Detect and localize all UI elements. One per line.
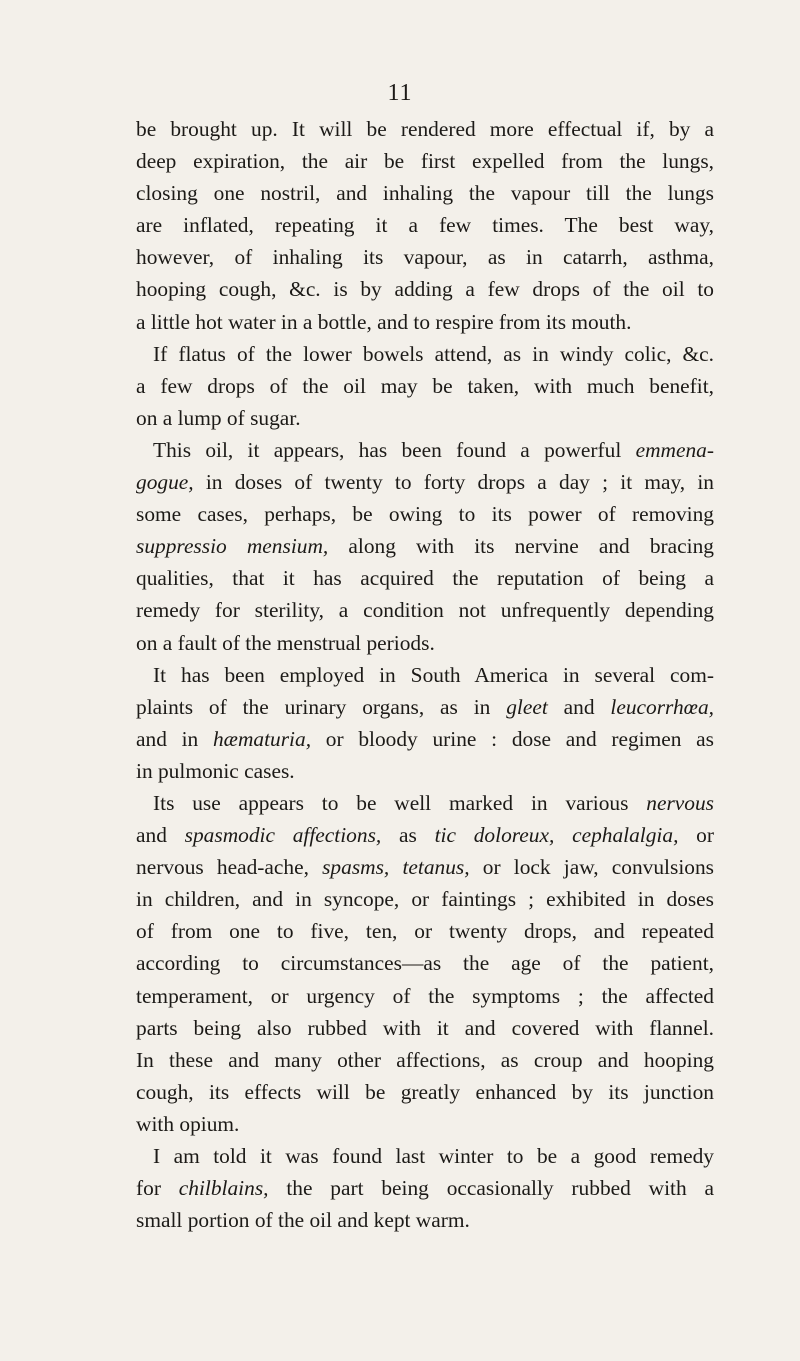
text-run: be brought up. It will be rendered more effectual if, by a: [136, 117, 714, 141]
text-run: I am told it was found last winter to be a good remedy: [153, 1144, 714, 1168]
text-run: It has been employed in South America in several com-: [153, 662, 714, 687]
text-run: in pulmonic cases.: [136, 758, 295, 783]
text-run: temperament, or urgency of the symptoms ; the affected: [136, 983, 714, 1008]
text-line: [136, 915, 714, 947]
paragraph: [136, 1140, 714, 1236]
italic-phrase: suppressio mensium,: [136, 534, 329, 559]
text-line: [136, 755, 714, 787]
text-line: [136, 498, 714, 530]
text-line: [136, 113, 714, 145]
text-run: and: [136, 823, 185, 848]
text-run: and: [547, 694, 611, 719]
text-run: If flatus of the lower bowels attend, as in windy colic, &c.: [153, 341, 714, 366]
text-run: remedy for sterility, a condition not unfrequently depending: [136, 598, 714, 623]
text-run: with opium.: [136, 1111, 240, 1136]
text-run: along with its nervine and bracing: [328, 534, 715, 559]
text-line: [136, 530, 714, 562]
text-line: [136, 947, 714, 979]
text-run: cough, its effects will be greatly enhanced by its junction: [136, 1079, 714, 1104]
text-run: nervous head-ache,: [136, 855, 323, 880]
text-line: [136, 659, 714, 691]
text-line: [136, 691, 714, 723]
paragraph: [136, 113, 714, 338]
text-line: [136, 177, 714, 209]
text-run: plaints of the urinary organs, as in: [136, 694, 507, 719]
text-line: [136, 209, 714, 241]
text-run: and in: [136, 726, 213, 751]
text-run: hooping cough, &c. is by adding a few drops of the oil to: [136, 277, 714, 302]
italic-phrase: spasms, tetanus,: [322, 855, 470, 880]
text-run: in doses of twenty to forty drops a day ; it may, in: [193, 470, 714, 495]
italic-phrase: chilblains,: [178, 1176, 269, 1201]
text-run: as: [381, 823, 435, 848]
text-run: small portion of the oil and kept warm.: [136, 1208, 470, 1233]
text-run: In these and many other affections, as croup and hooping: [136, 1047, 714, 1072]
text-run: however, of inhaling its vapour, as in catarrh, asthma,: [136, 245, 714, 270]
italic-phrase: tic doloreux, cephalalgia,: [434, 823, 679, 848]
italic-phrase: spasmodic affections,: [184, 823, 382, 848]
text-line: [136, 1140, 714, 1172]
text-run: according to circumstances—as the age of the patient,: [136, 951, 714, 976]
text-run: or: [678, 823, 714, 848]
text-run: deep expiration, the air be first expelled from the lungs,: [136, 149, 714, 174]
text-run: or lock jaw, convulsions: [469, 855, 714, 880]
text-run: a few drops of the oil may be taken, with much benefit,: [136, 373, 714, 398]
text-line: [136, 306, 714, 338]
paragraph: [136, 338, 714, 434]
text-line: [136, 851, 714, 883]
text-run: parts being also rubbed with it and covered with flannel.: [136, 1015, 714, 1040]
text-line: [136, 466, 714, 498]
text-line: [136, 402, 714, 434]
text-line: [136, 145, 714, 177]
text-run: on a fault of the menstrual periods.: [136, 630, 435, 655]
text-line: [136, 434, 714, 466]
paragraph: [136, 434, 714, 659]
text-line: [136, 1108, 714, 1140]
text-run: in children, and in syncope, or faintings ; exhibited in doses: [136, 887, 714, 912]
text-line: [136, 787, 714, 819]
text-line: [136, 1204, 714, 1236]
text-line: [136, 1172, 714, 1204]
text-line: [136, 980, 714, 1012]
text-line: [136, 819, 714, 851]
text-line: [136, 883, 714, 915]
italic-phrase: gogue,: [136, 470, 194, 495]
text-line: [136, 562, 714, 594]
text-line: [136, 370, 714, 402]
text-run: qualities, that it has acquired the reputation of being a: [136, 566, 714, 591]
text-run: Its use appears to be well marked in various: [153, 790, 647, 815]
page-number: 11: [387, 80, 413, 106]
page-text: [136, 113, 714, 1236]
italic-phrase: leucorrhœa,: [610, 694, 714, 719]
italic-phrase: nervous: [646, 790, 714, 815]
text-line: [136, 627, 714, 659]
text-run: the part being occasionally rubbed with a: [268, 1176, 714, 1201]
text-line: [136, 723, 714, 755]
text-line: [136, 241, 714, 273]
text-line: [136, 1044, 714, 1076]
text-line: [136, 273, 714, 305]
text-line: [136, 338, 714, 370]
italic-phrase: gleet: [506, 694, 548, 719]
text-run: some cases, perhaps, be owing to its power of removing: [136, 502, 714, 527]
text-run: of from one to five, ten, or twenty drops, and repeated: [136, 919, 714, 944]
paragraph: [136, 787, 714, 1140]
italic-phrase: hæmaturia,: [212, 726, 312, 751]
text-line: [136, 1012, 714, 1044]
text-run: closing one nostril, and inhaling the vapour till the lungs: [136, 181, 714, 206]
text-run: This oil, it appears, has been found a powerful: [153, 437, 636, 462]
italic-phrase: emmena-: [635, 437, 714, 462]
text-line: [136, 1076, 714, 1108]
text-run: or bloody urine : dose and regimen as: [311, 726, 714, 751]
text-run: for: [136, 1176, 179, 1201]
paragraph: [136, 659, 714, 787]
text-run: a little hot water in a bottle, and to respire from its mouth.: [136, 309, 632, 334]
text-run: are inflated, repeating it a few times. The best way,: [136, 213, 714, 238]
text-line: [136, 594, 714, 626]
text-run: on a lump of sugar.: [136, 405, 301, 430]
